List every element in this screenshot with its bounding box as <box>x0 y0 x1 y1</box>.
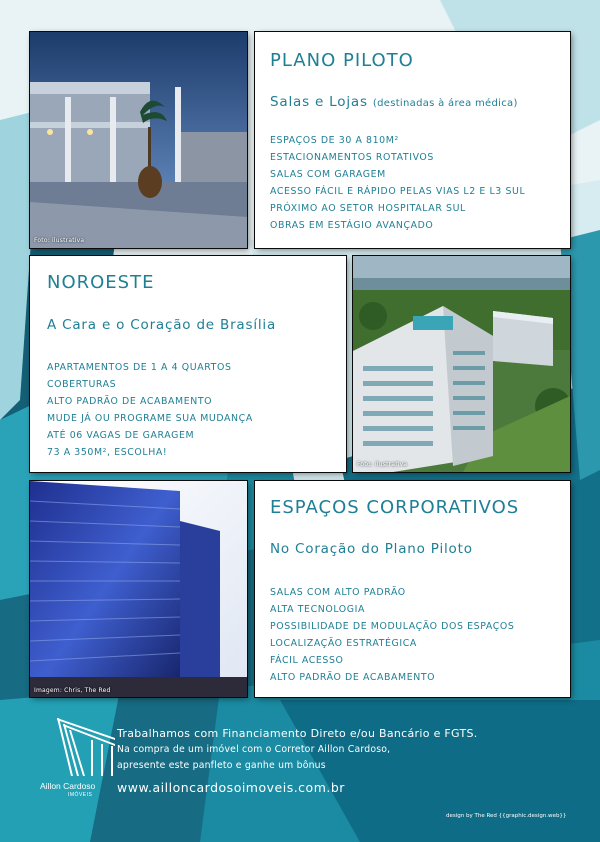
section-subtitle: No Coração do Plano Piloto <box>270 541 473 557</box>
feature-item: MUDE JÁ OU PROGRAME SUA MUDANÇA <box>47 413 253 424</box>
feature-item: FÁCIL ACESSO <box>270 655 344 666</box>
photo-credit: Foto: ilustrativa <box>34 237 85 244</box>
photo-noroeste <box>353 256 570 472</box>
feature-item: ACESSO FÁCIL E RÁPIDO PELAS VIAS L2 E L3 SUL <box>270 186 526 197</box>
section-subtitle-note: (destinadas à área médica) <box>372 98 518 109</box>
feature-item: APARTAMENTOS DE 1 A 4 QUARTOS <box>47 362 232 373</box>
footer-offer-line2: apresente este panfleto e ganhe um bônus <box>117 760 326 771</box>
feature-item: ALTO PADRÃO DE ACABAMENTO <box>47 396 213 407</box>
photo-espacos-corporativos <box>30 481 247 697</box>
feature-item: ESTACIONAMENTOS ROTATIVOS <box>270 152 434 163</box>
feature-item: ALTO PADRÃO DE ACABAMENTO <box>270 672 436 683</box>
feature-item: OBRAS EM ESTÁGIO AVANÇADO <box>270 220 434 231</box>
photo-plano-piloto <box>30 32 247 248</box>
feature-item: ALTA TECNOLOGIA <box>270 604 366 615</box>
feature-item: COBERTURAS <box>47 379 117 390</box>
brand-logo-icon <box>45 710 117 780</box>
section-subtitle <box>270 94 518 110</box>
feature-item: 73 A 350M², ESCOLHA! <box>47 447 168 458</box>
footer-financing-text: Trabalhamos com Financiamento Direto e/ou Bancário e FGTS. <box>117 727 478 740</box>
designer-credit: design by The Red {{graphic.design.web}} <box>446 813 567 819</box>
section-title: NOROESTE <box>47 272 155 293</box>
website-link[interactable]: www.ailloncardosoimoveis.com.br <box>117 780 345 795</box>
feature-list <box>270 132 525 234</box>
feature-item: PRÓXIMO AO SETOR HOSPITALAR SUL <box>270 203 466 214</box>
feature-item: LOCALIZAÇÃO ESTRATÉGICA <box>270 638 417 649</box>
photo-credit: Foto: ilustrativa <box>357 461 408 468</box>
photo-credit: Imagem: Chris, The Red <box>34 687 111 694</box>
section-subtitle: A Cara e o Coração de Brasília <box>47 317 277 333</box>
brand-subtitle: IMÓVEIS <box>68 792 93 798</box>
feature-list <box>47 359 253 461</box>
section-title: PLANO PILOTO <box>270 50 414 71</box>
section-subtitle-text: Salas e Lojas <box>270 94 368 110</box>
brand-name: Aillon Cardoso <box>40 781 96 791</box>
section-title: ESPAÇOS CORPORATIVOS <box>270 497 520 518</box>
feature-item: ATÉ 06 VAGAS DE GARAGEM <box>47 430 195 441</box>
feature-item: SALAS COM GARAGEM <box>270 169 386 180</box>
feature-item: SALAS COM ALTO PADRÃO <box>270 587 406 598</box>
feature-list <box>270 584 514 686</box>
feature-item: POSSIBILIDADE DE MODULAÇÃO DOS ESPAÇOS <box>270 621 515 632</box>
feature-item: ESPAÇOS DE 30 A 810M² <box>270 135 399 146</box>
footer-offer-line1: Na compra de um imóvel com o Corretor Aillon Cardoso, <box>117 744 391 755</box>
